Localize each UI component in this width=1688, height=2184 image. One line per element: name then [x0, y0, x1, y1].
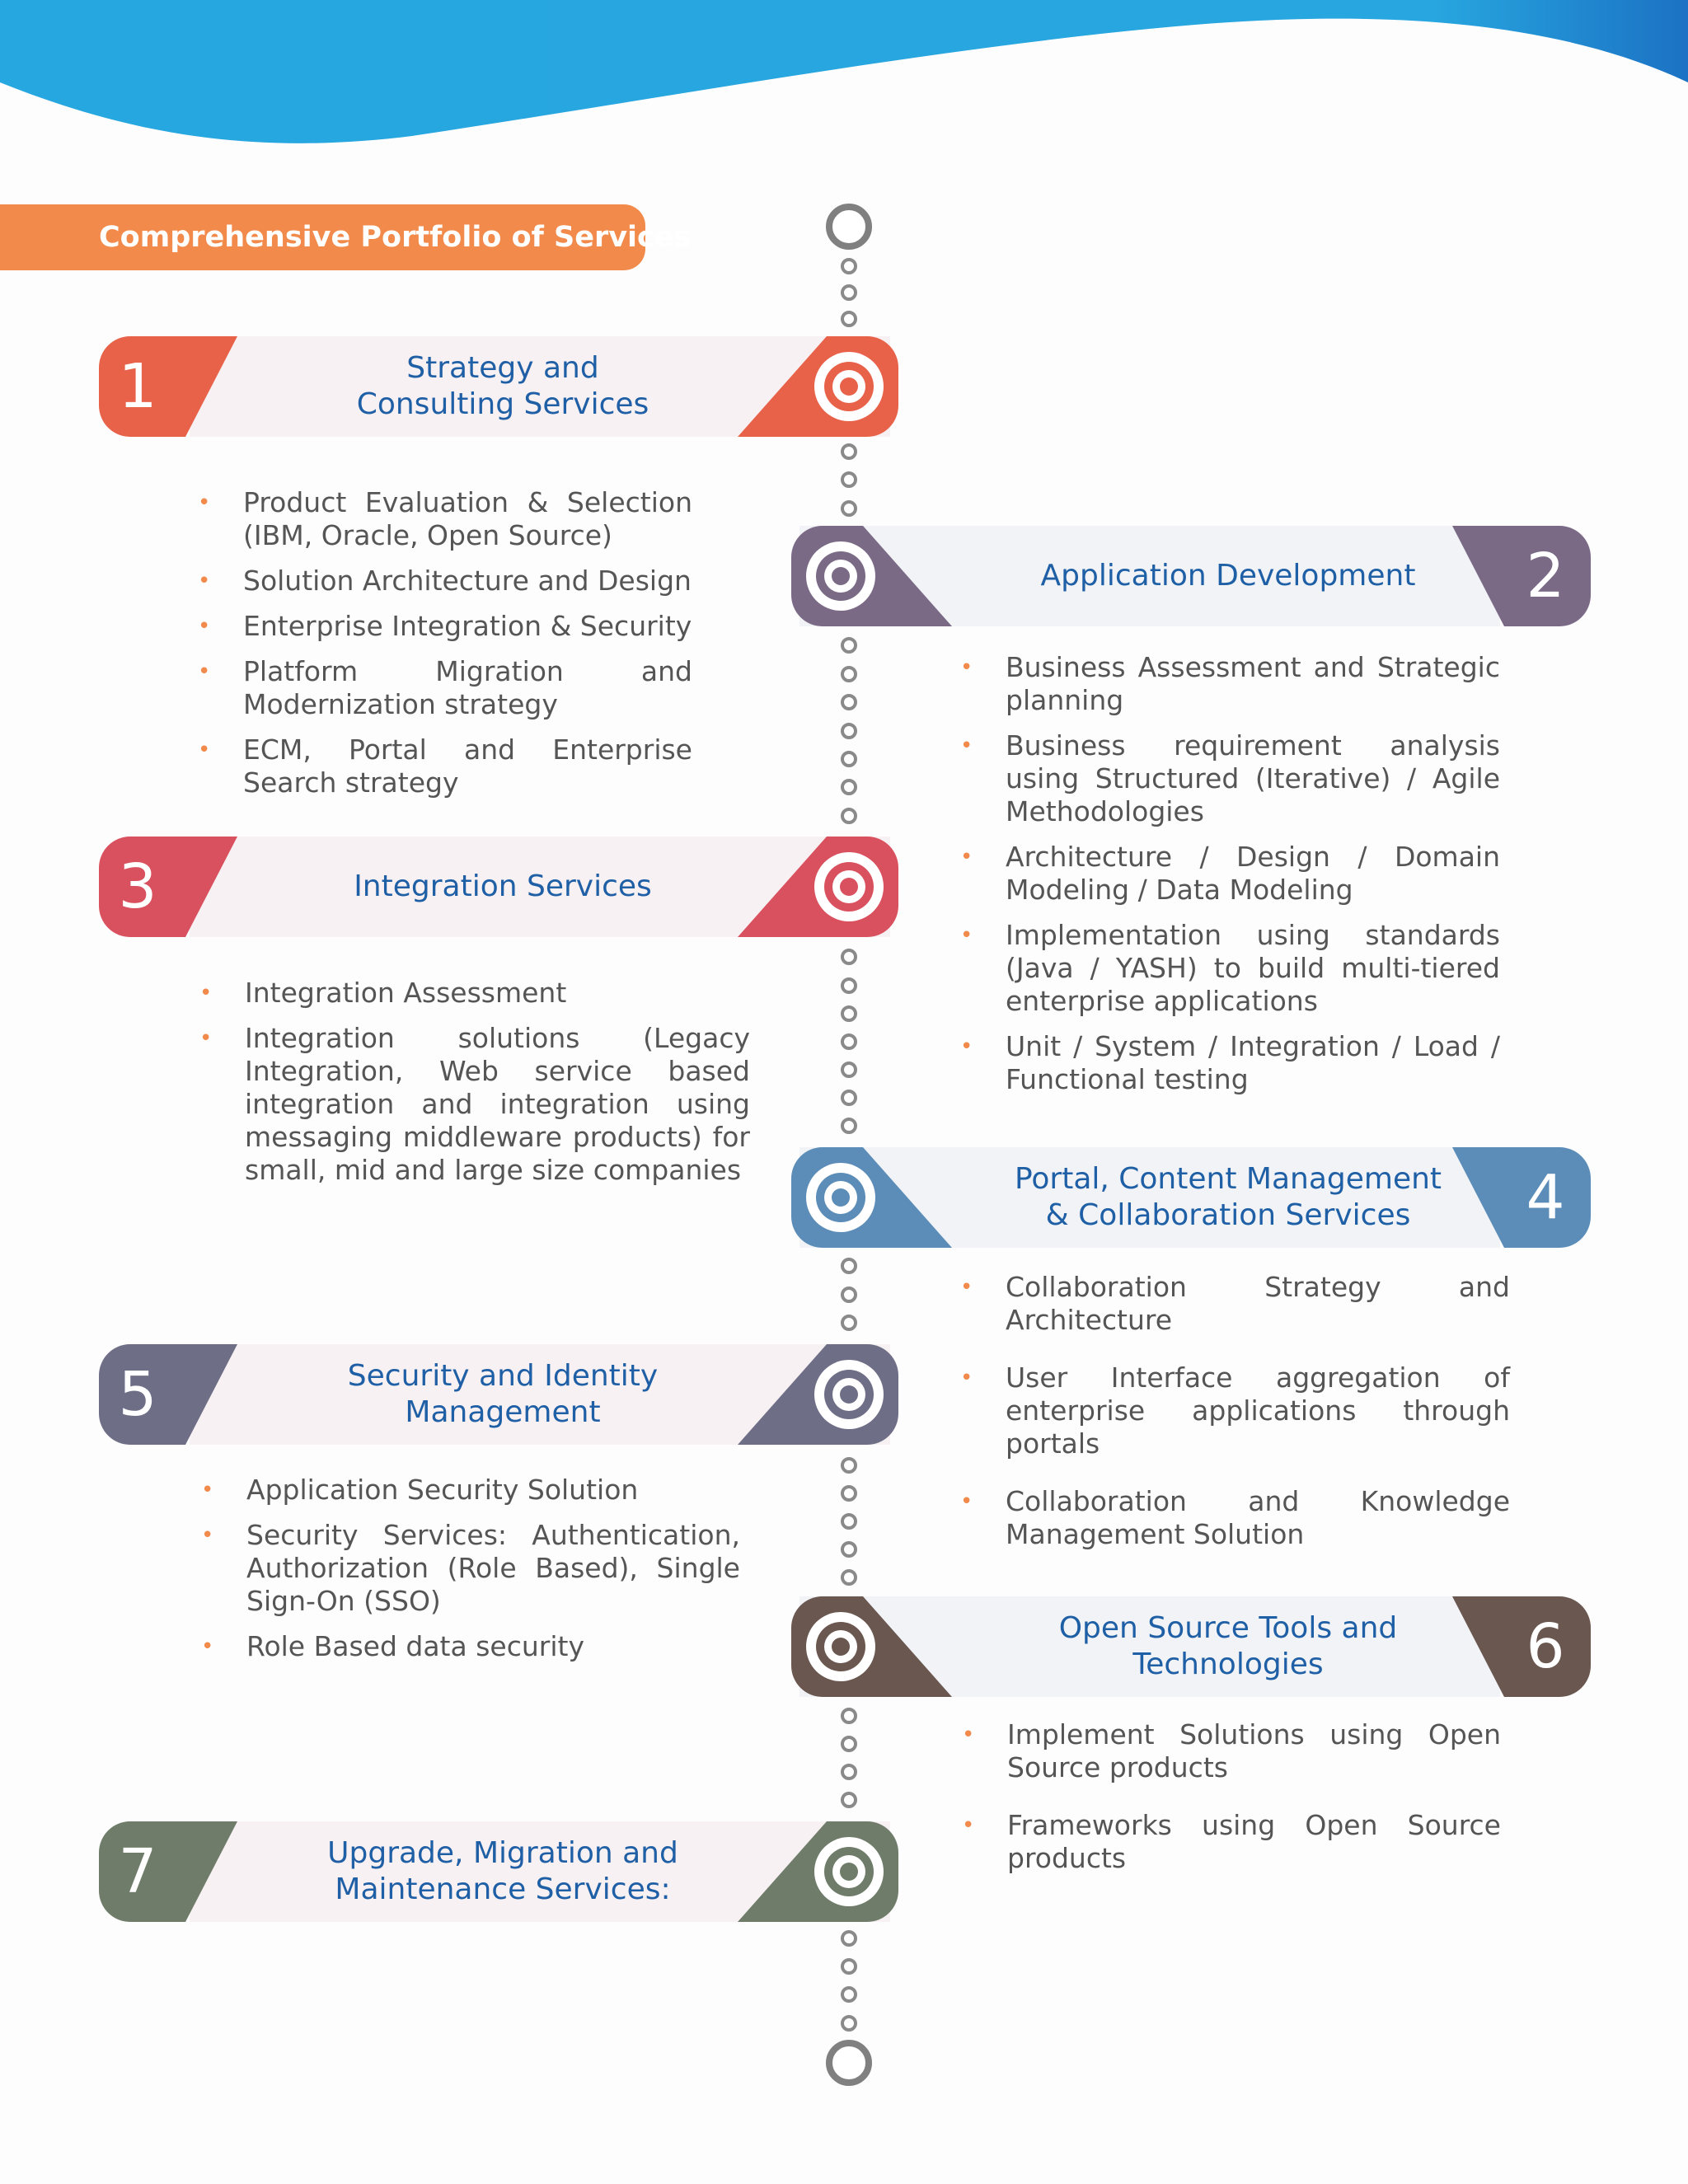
section-title-line: Strategy and — [406, 351, 599, 385]
timeline-dot — [841, 1005, 857, 1022]
timeline-dot — [841, 1062, 857, 1078]
bullet-item — [198, 610, 692, 643]
bullet-icon: • — [198, 614, 211, 639]
section-title — [239, 336, 767, 437]
bullet-item — [198, 733, 692, 799]
bullet-icon: • — [201, 1634, 214, 1659]
timeline-dot — [841, 779, 857, 795]
section-6-bullets — [962, 1718, 1501, 1900]
bullet-item — [201, 1519, 740, 1618]
section-5-bullets — [201, 1474, 740, 1675]
bullet-icon: • — [198, 738, 211, 762]
section-title-line: Management — [405, 1395, 601, 1429]
section-number: 7 — [118, 1836, 157, 1907]
bullet-icon: • — [198, 490, 211, 515]
bullet-icon: • — [960, 655, 973, 680]
bullet-item — [962, 1718, 1501, 1784]
bullet-item — [199, 977, 750, 1010]
bullet-text: Solution Architecture and Design — [243, 565, 692, 597]
bullet-text: Product Evaluation & Selection (IBM, Oracle, Open Source) — [243, 486, 692, 551]
timeline-dot — [841, 1485, 857, 1502]
bullet-text: Implementation using standards (Java / YASH) to build multi-tiered enterprise applications — [1006, 919, 1500, 1017]
timeline-dot — [841, 751, 857, 767]
target-icon — [812, 349, 886, 424]
bullet-item — [960, 1361, 1510, 1460]
timeline-dot — [841, 1569, 857, 1586]
section-4-bullets — [960, 1271, 1510, 1576]
bullet-icon: • — [962, 1722, 975, 1747]
bullet-text: Implement Solutions using Open Source products — [1007, 1718, 1501, 1783]
bullet-icon: • — [960, 845, 973, 869]
section-title — [239, 1344, 767, 1445]
section-title-line: & Collaboration Services — [1045, 1198, 1411, 1232]
section-title-line: Integration Services — [354, 869, 652, 903]
section-title-line: Technologies — [1132, 1647, 1324, 1681]
timeline-dot — [841, 1513, 857, 1530]
timeline-dot — [841, 284, 857, 301]
section-number: 4 — [1526, 1162, 1565, 1233]
section-title-line: Open Source Tools and — [1058, 1611, 1398, 1645]
section-4-header — [791, 1147, 1591, 1248]
timeline-dot — [841, 666, 857, 682]
timeline-dot — [841, 1764, 857, 1780]
section-number: 2 — [1526, 541, 1565, 612]
bullet-text: Platform Migration and Modernization strategy — [243, 655, 692, 720]
bullet-icon: • — [198, 659, 211, 684]
bullet-icon: • — [960, 733, 973, 758]
timeline-dot — [841, 637, 857, 654]
section-7-header — [99, 1821, 898, 1922]
section-title — [952, 1596, 1504, 1697]
portfolio-title: Comprehensive Portfolio of Services — [99, 221, 692, 254]
timeline-dot — [841, 1090, 857, 1106]
section-title-line: Consulting Services — [356, 387, 649, 421]
bullet-text: Frameworks using Open Source products — [1007, 1809, 1501, 1874]
bullet-text: Integration Assessment — [245, 977, 567, 1009]
target-icon — [804, 1160, 878, 1235]
section-title-line: Maintenance Services: — [335, 1872, 671, 1906]
section-title-line: Upgrade, Migration and — [327, 1836, 678, 1870]
target-icon — [812, 1357, 886, 1432]
timeline-dot — [841, 977, 857, 994]
bullet-text: Enterprise Integration & Security — [243, 610, 692, 642]
bullet-item — [201, 1474, 740, 1507]
bullet-item — [960, 1271, 1510, 1337]
timeline-dot — [841, 1315, 857, 1331]
bullet-text: Collaboration Strategy and Architecture — [1006, 1271, 1510, 1336]
timeline-dot — [841, 1930, 857, 1947]
bullet-item — [201, 1630, 740, 1663]
timeline-dot — [841, 1958, 857, 1975]
timeline-dot — [841, 1986, 857, 2003]
bullet-text: Business requirement analysis using Structured (Iterative) / Agile Methodologies — [1006, 729, 1500, 827]
timeline-dot — [841, 1118, 857, 1134]
bullet-text: Business Assessment and Strategic planning — [1006, 651, 1500, 716]
bullet-text: Security Services: Authentication, Authorization (Role Based), Single Sign-On (SSO) — [246, 1519, 740, 1617]
section-number: 3 — [118, 851, 157, 922]
bullet-icon: • — [960, 1489, 973, 1514]
bullet-icon: • — [199, 981, 213, 1005]
section-3-header — [99, 837, 898, 937]
bullet-icon: • — [960, 923, 973, 948]
timeline-end-ring — [826, 2040, 872, 2086]
target-icon — [812, 850, 886, 924]
bullet-text: Integration solutions (Legacy Integration, Web service based integration and integration using messaging middleware products) for small, mid and large size companies — [245, 1022, 750, 1186]
timeline-dot — [841, 258, 857, 274]
section-title — [239, 837, 767, 937]
bullet-text: Role Based data security — [246, 1630, 584, 1662]
section-1-header — [99, 336, 898, 437]
timeline-dot — [841, 1792, 857, 1808]
timeline-dot — [841, 1033, 857, 1050]
bullet-item — [199, 1022, 750, 1187]
timeline-dot — [841, 808, 857, 824]
target-icon — [804, 1610, 878, 1684]
timeline-dot — [841, 1457, 857, 1474]
timeline-dot — [841, 1708, 857, 1724]
bullet-text: ECM, Portal and Enterprise Search strategy — [243, 733, 692, 799]
bullet-item — [960, 729, 1500, 828]
bullet-text: Application Security Solution — [246, 1474, 639, 1506]
bullet-icon: • — [962, 1813, 975, 1838]
bullet-text: Architecture / Design / Domain Modeling / Data Modeling — [1006, 841, 1500, 906]
bullet-item — [198, 565, 692, 598]
section-title — [952, 1147, 1504, 1248]
bullet-item — [960, 651, 1500, 717]
section-number: 1 — [118, 351, 157, 422]
section-number: 6 — [1526, 1611, 1565, 1682]
bullet-text: Unit / System / Integration / Load / Functional testing — [1006, 1030, 1500, 1095]
section-title-line: Application Development — [1040, 559, 1416, 593]
section-2-header — [791, 526, 1591, 626]
bullet-icon: • — [201, 1523, 214, 1548]
bullet-icon: • — [199, 1026, 213, 1051]
bullet-item — [960, 1030, 1500, 1096]
section-3-bullets — [199, 977, 750, 1199]
section-number: 5 — [118, 1359, 157, 1430]
timeline-dot — [841, 1286, 857, 1303]
section-6-header — [791, 1596, 1591, 1697]
bullet-item — [198, 655, 692, 721]
bullet-text: User Interface aggregation of enterprise applications through portals — [1006, 1361, 1510, 1460]
bullet-item — [198, 486, 692, 552]
section-title — [239, 1821, 767, 1922]
section-2-bullets — [960, 651, 1500, 1108]
bullet-icon: • — [960, 1275, 973, 1300]
header-wave — [0, 0, 1688, 165]
section-5-header — [99, 1344, 898, 1445]
timeline-dot — [841, 723, 857, 739]
bullet-icon: • — [198, 569, 211, 593]
portfolio-title-banner — [0, 204, 692, 270]
timeline-start-ring — [826, 204, 872, 250]
bullet-item — [960, 1485, 1510, 1551]
timeline-dot — [841, 694, 857, 710]
timeline-dot — [841, 949, 857, 965]
target-icon — [804, 539, 878, 613]
timeline-dot — [841, 471, 857, 488]
timeline-dot — [841, 1736, 857, 1752]
timeline-dot — [841, 311, 857, 327]
timeline-dot — [841, 1258, 857, 1274]
bullet-icon: • — [201, 1478, 214, 1502]
bullet-text: Collaboration and Knowledge Management Solution — [1006, 1485, 1510, 1550]
section-title-line: Security and Identity — [347, 1359, 659, 1393]
timeline-dot — [841, 500, 857, 517]
bullet-item — [962, 1809, 1501, 1875]
section-title-line: Portal, Content Management — [1014, 1162, 1442, 1196]
bullet-icon: • — [960, 1366, 973, 1390]
timeline-dot — [841, 2015, 857, 2032]
target-icon — [812, 1835, 886, 1909]
timeline-dot — [841, 1541, 857, 1558]
bullet-item — [960, 919, 1500, 1018]
bullet-item — [960, 841, 1500, 907]
section-title — [952, 526, 1504, 626]
bullet-icon: • — [960, 1034, 973, 1059]
timeline-dot — [841, 443, 857, 460]
section-1-bullets — [198, 486, 692, 812]
